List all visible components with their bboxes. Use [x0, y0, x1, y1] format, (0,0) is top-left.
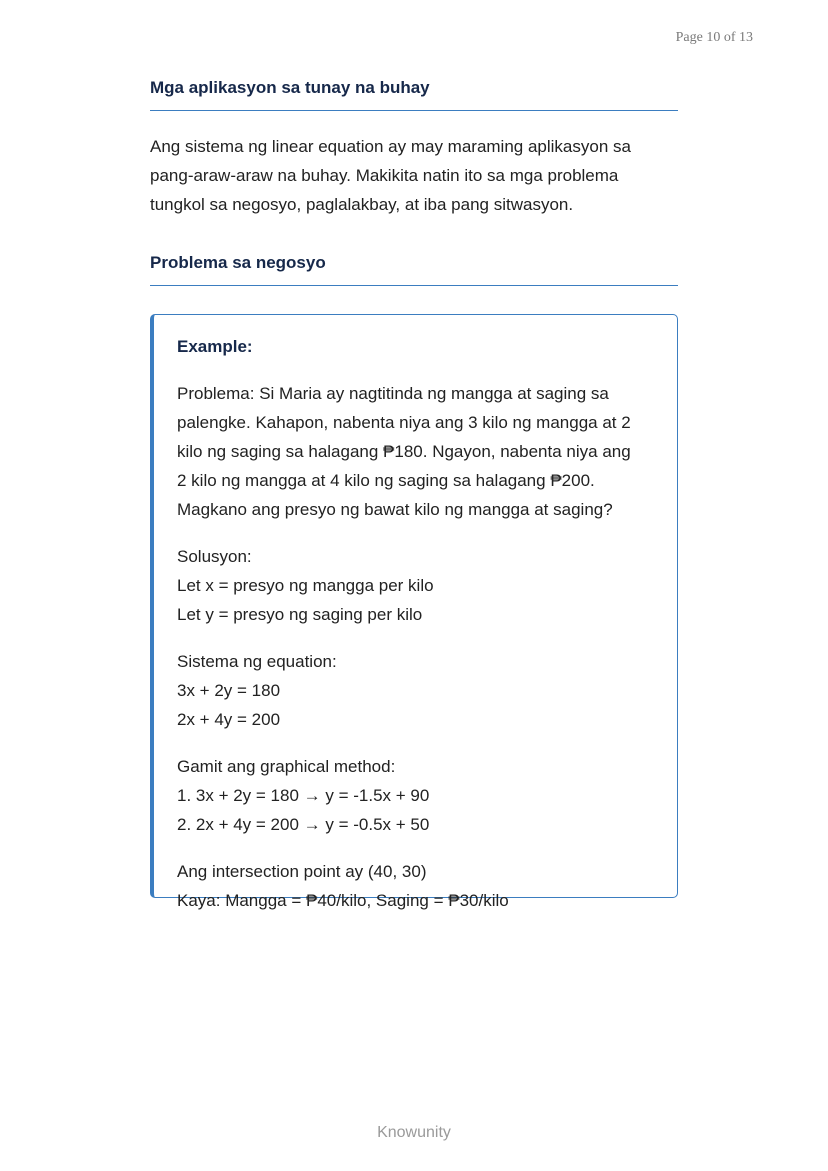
page-number: Page 10 of 13 [675, 30, 753, 45]
solution-line: Solusyon: [177, 547, 252, 566]
page-content [150, 78, 678, 910]
answer-line: Kaya: Mangga = ₱40/kilo, Saging = ₱30/kilo [177, 891, 509, 910]
problem-line: 2 kilo ng mangga at 4 kilo ng saging sa halagang ₱200. [177, 471, 595, 490]
answer-line: Ang intersection point ay (40, 30) [177, 862, 427, 881]
graphical-line: 2. 2x + 4y = 200 → y = -0.5x + 50 [177, 815, 430, 834]
solution-block [177, 542, 653, 629]
graphical-method-block [177, 752, 653, 839]
graphical-line: 1. 3x + 2y = 180 → y = -1.5x + 90 [177, 786, 430, 805]
problem-line: palengke. Kahapon, nabenta niya ang 3 kilo ng mangga at 2 [177, 413, 631, 432]
intro-paragraph [150, 132, 678, 219]
solution-line: Let y = presyo ng saging per kilo [177, 605, 423, 624]
solution-line: Let x = presyo ng mangga per kilo [177, 576, 434, 595]
graphical-line: Gamit ang graphical method: [177, 757, 396, 776]
paragraph-line: tungkol sa negosyo, paglalakbay, at iba pang sitwasyon. [150, 195, 574, 214]
problem-statement [177, 379, 653, 524]
paragraph-line: Ang sistema ng linear equation ay may maraming aplikasyon sa [150, 137, 631, 156]
section-title-applications: Mga aplikasyon sa tunay na buhay [150, 78, 678, 111]
answer-block [177, 857, 653, 915]
problem-line: Magkano ang presyo ng bawat kilo ng mangga at saging? [177, 500, 613, 519]
system-line: Sistema ng equation: [177, 652, 337, 671]
system-line: 2x + 4y = 200 [177, 710, 281, 729]
paragraph-line: pang-araw-araw na buhay. Makikita natin ito sa mga problema [150, 166, 619, 185]
example-label: Example: [177, 337, 253, 356]
system-line: 3x + 2y = 180 [177, 681, 281, 700]
footer-brand: Knowunity [377, 1124, 451, 1141]
system-of-equations-block [177, 647, 653, 734]
problem-line: kilo ng saging sa halagang ₱180. Ngayon, nabenta niya ang [177, 442, 631, 461]
example-box [150, 314, 678, 910]
section-title-business-problem: Problema sa negosyo [150, 253, 678, 286]
problem-line: Problema: Si Maria ay nagtitinda ng mangga at saging sa [177, 384, 609, 403]
